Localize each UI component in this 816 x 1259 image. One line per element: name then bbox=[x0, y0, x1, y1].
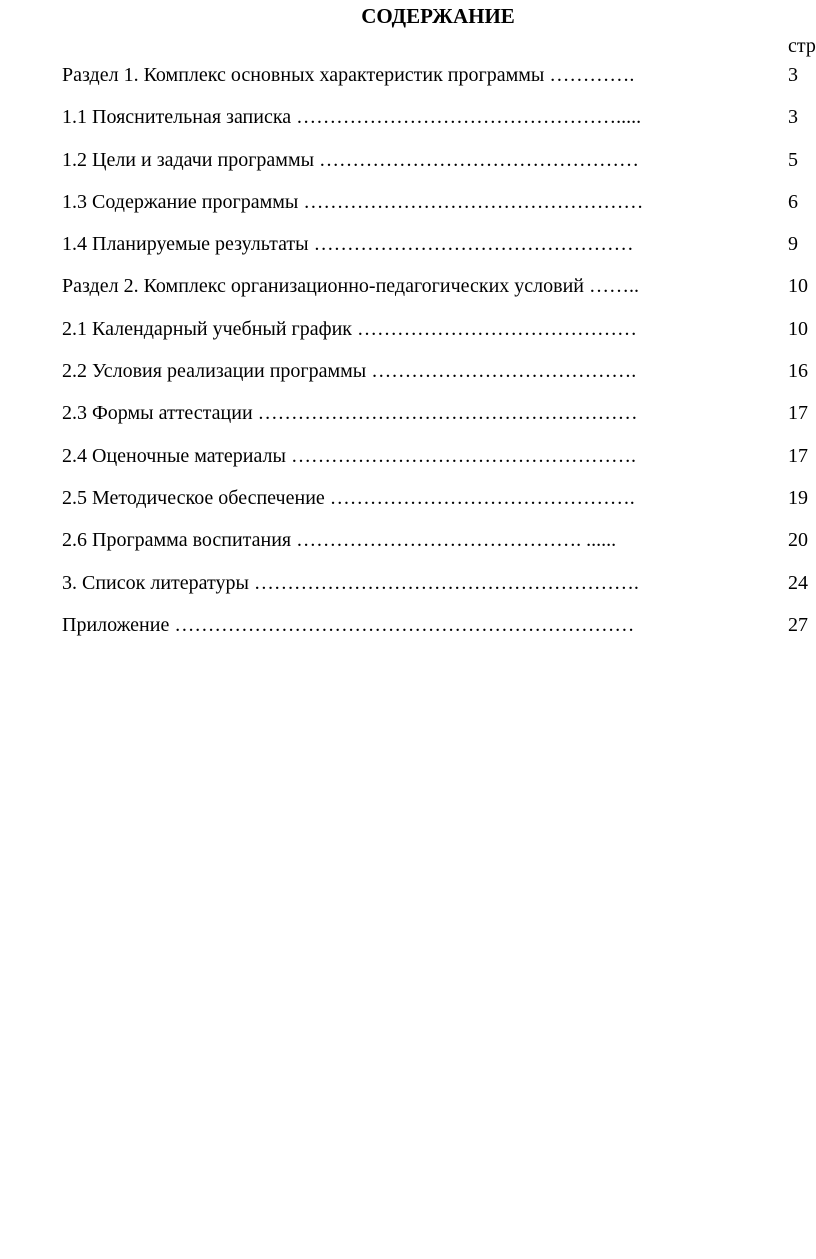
toc-entry-2-4 bbox=[62, 440, 816, 482]
toc-entry-page: 19 bbox=[788, 486, 808, 509]
toc-entry-text: 2.4 Оценочные материалы ……………………………………………. bbox=[62, 444, 636, 467]
toc-entry-1-4 bbox=[62, 228, 816, 270]
toc-entry-page: 3 bbox=[788, 64, 798, 86]
toc-entry-3 bbox=[62, 567, 816, 609]
toc-entry-page: 17 bbox=[788, 402, 808, 425]
page-column-label: стр bbox=[788, 35, 816, 57]
toc-entry-text: Раздел 2. Комплекс организационно-педагогических условий …….. bbox=[62, 275, 640, 298]
toc-entry-text: Приложение …………………………………………………………… bbox=[62, 613, 635, 636]
toc-entry-page: 24 bbox=[788, 571, 808, 594]
toc-entry-page: 6 bbox=[788, 190, 798, 213]
toc-entry-text: 2.1 Календарный учебный график …………………………………… bbox=[62, 317, 637, 340]
toc-entry-page: 3 bbox=[788, 106, 798, 129]
toc-entry-text: 1.2 Цели и задачи программы ………………………………………… bbox=[62, 148, 640, 171]
toc-entry-2-6 bbox=[62, 524, 816, 566]
toc-entry-page: 17 bbox=[788, 444, 808, 467]
toc-entry-appendix bbox=[62, 609, 816, 651]
toc-entry-text: 3. Список литературы …………………………………………………. bbox=[62, 571, 639, 594]
toc-entry-text: 2.2 Условия реализации программы …………………………………. bbox=[62, 360, 637, 383]
toc-entry-text: 2.3 Формы аттестации ………………………………………………… bbox=[62, 402, 638, 425]
toc-entry-page: 10 bbox=[788, 317, 808, 340]
toc-entry-text: 1.1 Пояснительная записка …………………………………………..... bbox=[62, 106, 642, 129]
toc-entry-1-2 bbox=[62, 144, 816, 186]
toc-entry-page: 27 bbox=[788, 613, 808, 636]
toc-entry-text: 2.6 Программа воспитания ……………………………………. ...... bbox=[62, 529, 617, 552]
toc-entry-page: 5 bbox=[788, 148, 798, 171]
toc-entry-text: 1.3 Содержание программы …………………………………………… bbox=[62, 190, 644, 213]
table-of-contents bbox=[62, 59, 816, 651]
page-title: СОДЕРЖАНИЕ bbox=[361, 4, 515, 28]
toc-entry-section-2 bbox=[62, 270, 816, 312]
toc-entry-section-1 bbox=[62, 59, 816, 101]
toc-entry-2-5 bbox=[62, 482, 816, 524]
toc-entry-page: 16 bbox=[788, 360, 808, 383]
toc-entry-2-1 bbox=[62, 313, 816, 355]
toc-entry-2-2 bbox=[62, 355, 816, 397]
toc-entry-1-3 bbox=[62, 186, 816, 228]
toc-entry-page: 9 bbox=[788, 233, 798, 256]
toc-entry-page: 20 bbox=[788, 529, 808, 552]
toc-entry-1-1 bbox=[62, 101, 816, 143]
toc-entry-page: 10 bbox=[788, 275, 808, 298]
toc-entry-text: 1.4 Планируемые результаты ………………………………………… bbox=[62, 233, 634, 256]
toc-entry-text: 2.5 Методическое обеспечение ………………………………………. bbox=[62, 486, 635, 509]
toc-entry-text: Раздел 1. Комплекс основных характеристик программы …………. bbox=[62, 64, 635, 86]
toc-entry-2-3 bbox=[62, 397, 816, 439]
